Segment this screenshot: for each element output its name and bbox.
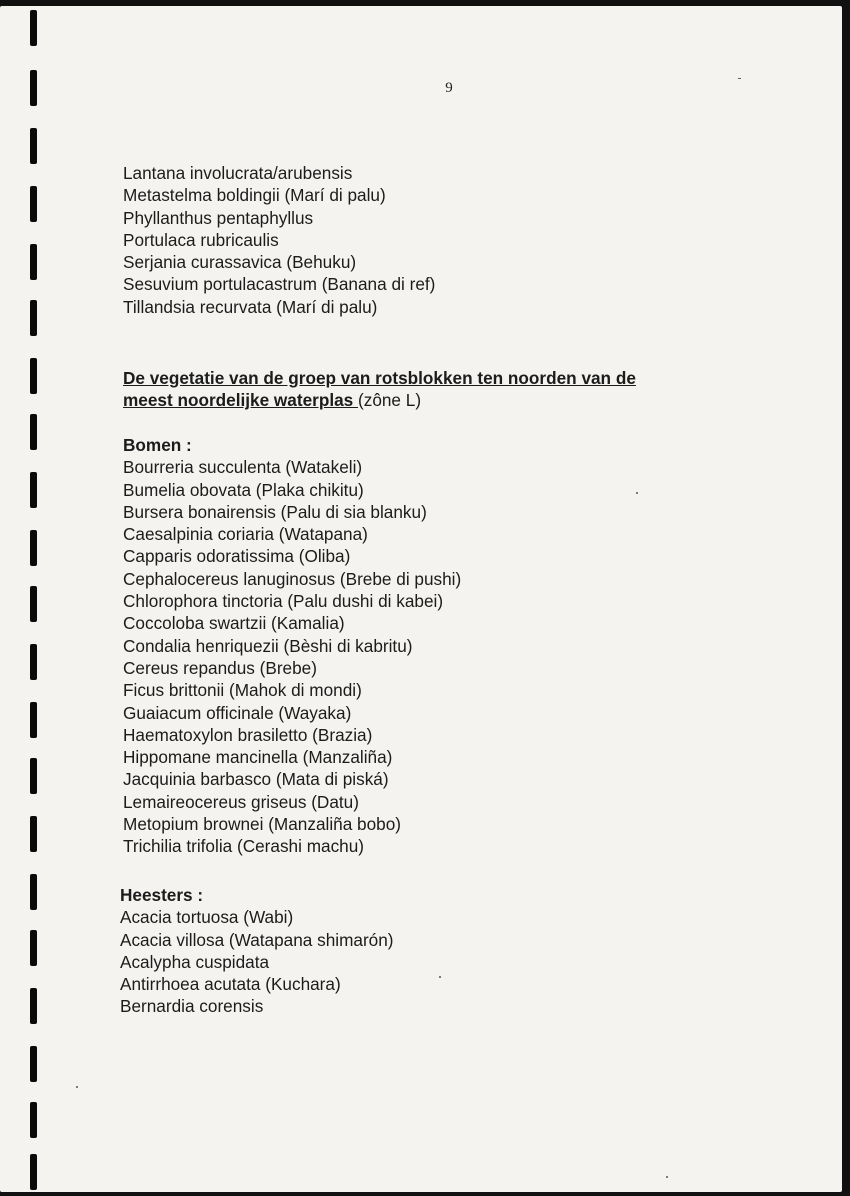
list-item: Acacia villosa (Watapana shimarón) [120,929,394,950]
list-item: Caesalpinia coriaria (Watapana) [123,524,368,545]
page-number: 9 [445,80,453,96]
list-item: Cereus repandus (Brebe) [123,657,317,678]
binding-hole [30,414,37,450]
heesters-section [120,884,394,1018]
binding-hole [30,300,37,336]
binding-hole [30,1046,37,1082]
list-item: Acalypha cuspidata [120,951,270,972]
binding-hole [30,358,37,394]
list-item: Bursera bonairensis (Palu di sia blanku) [123,501,427,522]
scan-speck [666,1176,668,1178]
section-heading-zone: (zône L) [358,390,422,410]
binding-hole [30,702,37,738]
list-item: Metopium brownei (Manzaliña bobo) [123,814,402,835]
scan-speck [636,492,638,494]
binding-hole [30,244,37,280]
binding-holes [0,6,40,1192]
list-item: Bourreria succulenta (Watakeli) [123,457,363,478]
list-item: Cephalocereus lanuginosus (Brebe di pushi) [123,568,462,589]
binding-hole [30,530,37,566]
binding-hole [30,1154,37,1190]
list-item: Antirrhoea acutata (Kuchara) [120,974,341,995]
binding-hole [30,874,37,910]
section-heading [123,367,636,411]
binding-hole [30,586,37,622]
binding-hole [30,816,37,852]
binding-hole [30,186,37,222]
list-item: Jacquinia barbasco (Mata di piská) [123,769,389,790]
list-item: Condalia henriquezii (Bèshi di kabritu) [123,635,413,656]
bomen-section [123,434,461,858]
scan-speck [738,78,741,79]
list-item: Phyllanthus pentaphyllus [123,207,314,228]
bomen-label: Bomen : [123,435,192,455]
section-heading-line: De vegetatie van de groep van rotsblokken ten noorden van de [123,368,636,388]
binding-hole [30,1102,37,1138]
list-item: Ficus brittonii (Mahok di mondi) [123,680,362,701]
list-item: Metastelma boldingii (Marí di palu) [123,185,386,206]
list-item: Chlorophora tinctoria (Palu dushi di kabei) [123,591,444,612]
list-item: Tillandsia recurvata (Marí di palu) [123,296,378,317]
list-item: Haematoxylon brasiletto (Brazia) [123,724,373,745]
list-item: Sesuvium portulacastrum (Banana di ref) [123,274,436,295]
species-list-top [123,162,435,318]
binding-hole [30,10,37,46]
list-item: Hippomane mancinella (Manzaliña) [123,747,393,768]
list-item: Trichilia trifolia (Cerashi machu) [123,836,365,857]
list-item: Portulaca rubricaulis [123,229,279,250]
binding-hole [30,472,37,508]
binding-hole [30,988,37,1024]
list-item: Bumelia obovata (Plaka chikitu) [123,479,364,500]
list-item: Acacia tortuosa (Wabi) [120,907,294,928]
list-item: Lemaireocereus griseus (Datu) [123,791,359,812]
binding-hole [30,128,37,164]
binding-hole [30,758,37,794]
list-item: Lantana involucrata/arubensis [123,163,353,183]
scan-speck [76,1086,78,1088]
list-item: Bernardia corensis [120,996,264,1017]
heesters-label: Heesters : [120,885,204,905]
document-page [0,6,842,1192]
binding-hole [30,930,37,966]
binding-hole [30,644,37,680]
list-item: Serjania curassavica (Behuku) [123,252,357,273]
list-item: Capparis odoratissima (Oliba) [123,546,351,567]
section-heading-line: meest noordelijke waterplas [123,390,358,410]
list-item: Guaiacum officinale (Wayaka) [123,702,352,723]
list-item: Coccoloba swartzii (Kamalia) [123,613,345,634]
scan-speck [439,976,441,978]
